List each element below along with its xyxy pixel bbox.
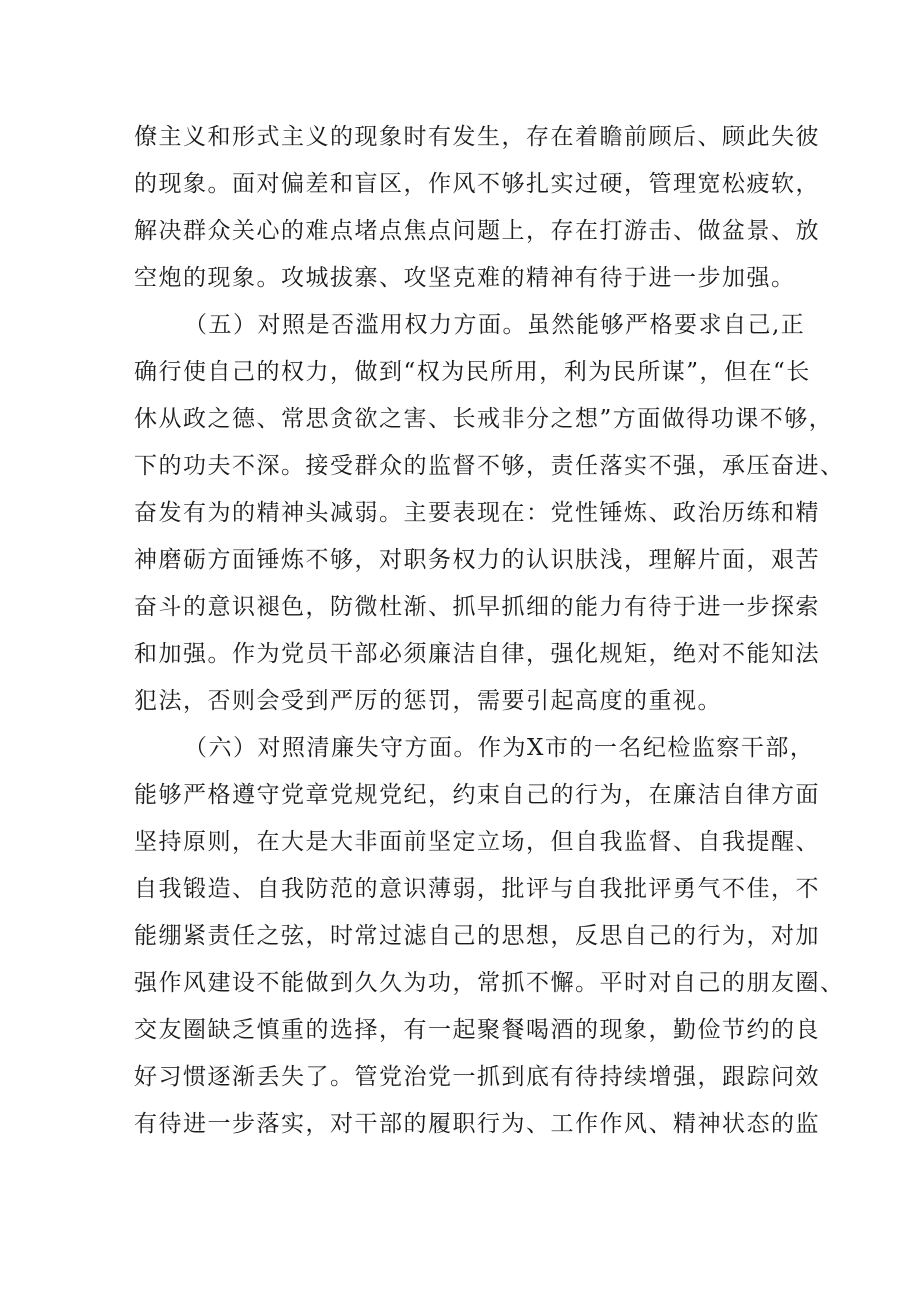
- text-line: 和加强。作为党员干部必须廉洁自律，强化规矩，绝对不能知法: [134, 641, 820, 667]
- text-line: （六）对照清廉失守方面。作为X市的一名纪检监察干部，: [184, 735, 815, 761]
- text-line: 交友圈缺乏慎重的选择，有一起聚餐喝酒的现象，勤俭节约的良: [134, 1017, 820, 1043]
- text-line: 僚主义和形式主义的现象时有发生，存在着瞻前顾后、顾此失彼: [134, 124, 820, 150]
- text-line: 犯法，否则会受到严厉的惩罚，需要引起高度的重视。: [134, 688, 722, 714]
- paragraph-section-six: [134, 725, 845, 1148]
- text-line: 好习惯逐渐丢失了。管党治党一抓到底有待持续增强，跟踪问效: [134, 1064, 820, 1090]
- text-line: 确行使自己的权力，做到“权为民所用，利为民所谋”，但在“长: [134, 359, 811, 385]
- text-line: 神磨砺方面锤炼不够，对职务权力的认识肤浅，理解片面，艰苦: [134, 547, 820, 573]
- paragraph-section-five: [134, 302, 845, 725]
- text-line: 解决群众关心的难点堵点焦点问题上，存在打游击、做盆景、放: [134, 218, 820, 244]
- text-line: 的现象。面对偏差和盲区，作风不够扎实过硬，管理宽松疲软，: [134, 171, 820, 197]
- text-line: 奋发有为的精神头减弱。主要表现在：党性锤炼、政治历练和精: [134, 500, 820, 526]
- text-line: 有待进一步落实，对干部的履职行为、工作作风、精神状态的监: [134, 1111, 820, 1137]
- text-line: 下的功夫不深。接受群众的监督不够，责任落实不强，承压奋进、: [134, 453, 845, 479]
- paragraph-continuation: [134, 114, 820, 302]
- text-line: 坚持原则，在大是大非面前坚定立场，但自我监督、自我提醒、: [134, 829, 820, 855]
- text-line: 强作风建设不能做到久久为功，常抓不懈。平时对自己的朋友圈、: [134, 970, 845, 996]
- text-line: （五）对照是否滥用权力方面。虽然能够严格要求自己,正: [184, 312, 806, 338]
- text-line: 休从政之德、常思贪欲之害、长戒非分之想”方面做得功课不够，: [134, 406, 834, 432]
- document-body: [134, 114, 845, 1148]
- text-line: 奋斗的意识褪色，防微杜渐、抓早抓细的能力有待于进一步探索: [134, 594, 820, 620]
- text-line: 自我锻造、自我防范的意识薄弱，批评与自我批评勇气不佳，不: [134, 876, 820, 902]
- text-line: 空炮的现象。攻城拔寨、攻坚克难的精神有待于进一步加强。: [134, 265, 796, 291]
- text-line: 能够严格遵守党章党规党纪，约束自己的行为，在廉洁自律方面: [134, 782, 820, 808]
- text-line: 能绷紧责任之弦，时常过滤自己的思想，反思自己的行为，对加: [134, 923, 820, 949]
